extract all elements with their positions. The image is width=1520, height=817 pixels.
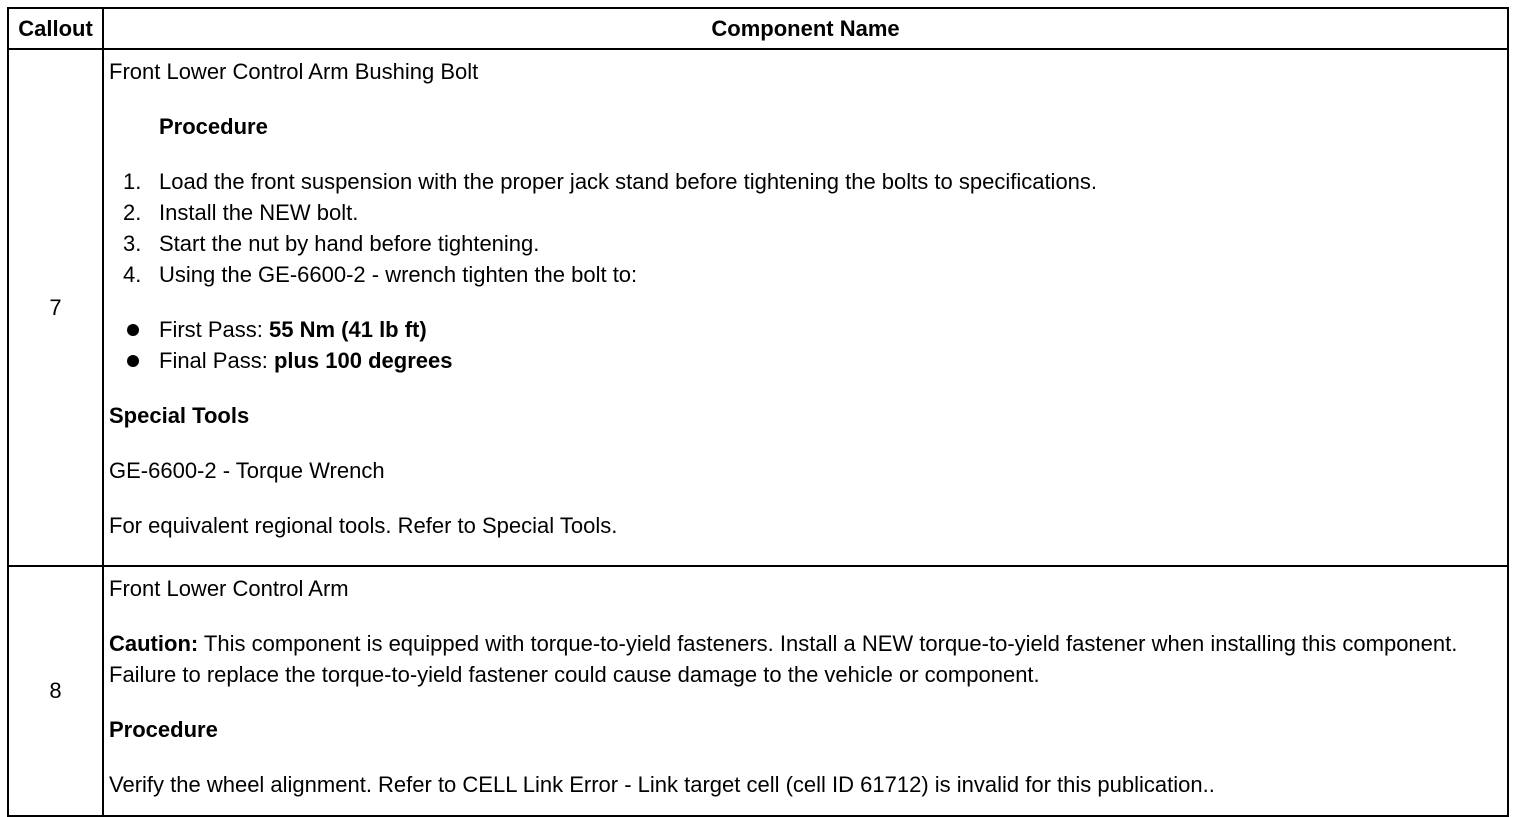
- header-row: [8, 8, 1508, 49]
- component-table: [7, 7, 1509, 817]
- procedure-step: [109, 228, 1497, 259]
- header-callout: Callout: [8, 8, 103, 49]
- caution-label: Caution: [109, 631, 191, 656]
- step-number: 1.: [123, 169, 142, 194]
- tools-note: For equivalent regional tools. Refer to Special Tools.: [109, 513, 618, 538]
- table-row: [8, 49, 1508, 566]
- callout-cell: 7: [8, 49, 103, 566]
- table-row: [8, 566, 1508, 816]
- bullet-icon: [127, 355, 139, 367]
- step-number: 3.: [123, 231, 142, 256]
- torque-pass: [109, 314, 1497, 345]
- step-text: Using the GE-6600-2 - wrench tighten the bolt to:: [159, 262, 638, 287]
- component-title: Front Lower Control Arm Bushing Bolt: [109, 59, 479, 84]
- torque-pass: [109, 345, 1497, 376]
- step-text: Load the front suspension with the proper jack stand before tightening the bolts to specifications.: [159, 169, 1098, 194]
- step-text: Start the nut by hand before tightening.: [159, 231, 540, 256]
- procedure-heading: Procedure: [159, 114, 268, 139]
- caution-body: This component is equipped with torque-to-yield fasteners. Install a NEW torque-to-yield fastener when installing this component. Failure to replace the torque-to-yield fastener could cause damage to the vehicle or component.: [109, 631, 1458, 687]
- caution-text: [109, 628, 1497, 690]
- pass-label: Final Pass:: [159, 348, 274, 373]
- procedure-step: [109, 166, 1497, 197]
- special-tools-heading: Special Tools: [109, 403, 250, 428]
- component-cell: [103, 49, 1508, 566]
- caution-colon: :: [190, 631, 199, 656]
- torque-passes: [109, 314, 1497, 376]
- header-component-name: Component Name: [103, 8, 1508, 49]
- callout-cell: 8: [8, 566, 103, 816]
- procedure-text: Verify the wheel alignment. Refer to CELL Link Error - Link target cell (cell ID 61712) is invalid for this publication..: [109, 772, 1215, 797]
- pass-value: plus 100 degrees: [273, 348, 453, 373]
- step-number: 2.: [123, 200, 142, 225]
- procedure-step: [109, 259, 1497, 290]
- pass-label: First Pass:: [159, 317, 270, 342]
- procedure-heading: Procedure: [109, 717, 218, 742]
- component-cell: [103, 566, 1508, 816]
- step-text: Install the NEW bolt.: [159, 200, 359, 225]
- procedure-step: [109, 197, 1497, 228]
- procedure-steps: [109, 166, 1497, 290]
- pass-value: 55 Nm (41 lb ft): [269, 317, 427, 342]
- bullet-icon: [127, 324, 139, 336]
- step-number: 4.: [123, 262, 142, 287]
- special-tool: GE-6600-2 - Torque Wrench: [109, 458, 385, 483]
- component-title: Front Lower Control Arm: [109, 576, 349, 601]
